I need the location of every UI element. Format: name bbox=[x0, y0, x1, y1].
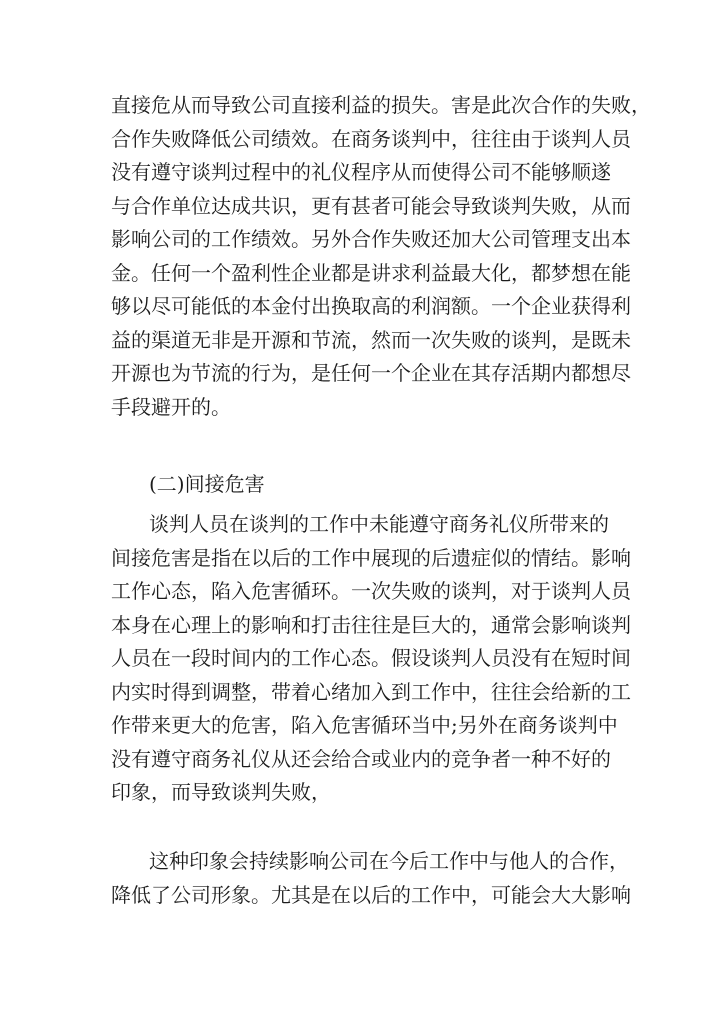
text-line: 直接危从而导致公司直接利益的损失。害是此次合作的失败， bbox=[111, 93, 651, 117]
text-line: 谈判人员在谈判的工作中未能遵守商务礼仪所带来的 bbox=[149, 512, 609, 536]
text-line: 没有遵守商务礼仪从还会给合或业内的竞争者一种不好的 bbox=[111, 746, 611, 771]
text-line: 内实时得到调整，带着心绪加入到工作中，往往会给新的工 bbox=[111, 679, 631, 704]
text-line: 与合作单位达成共识，更有甚者可能会导致谈判失败，从而 bbox=[111, 193, 631, 218]
paragraph-impression bbox=[111, 845, 631, 912]
text-line: 手段避开的。 bbox=[111, 394, 231, 419]
section-heading: (二)间接危害 bbox=[149, 472, 265, 496]
text-line: 人员在一段时间内的工作心态。假设谈判人员没有在短时间 bbox=[111, 646, 631, 670]
text-line: 本身在心理上的影响和打击往往是巨大的，通常会影响谈判 bbox=[111, 612, 631, 637]
text-line: 没有遵守谈判过程中的礼仪程序从而使得公司不能够顺遂 bbox=[111, 160, 611, 184]
text-line: 影响公司的工作绩效。另外合作失败还加大公司管理支出本 bbox=[111, 227, 631, 251]
text-line: 这种印象会持续影响公司在今后工作中与他人的合作， bbox=[149, 849, 629, 873]
text-line: 益的渠道无非是开源和节流，然而一次失败的谈判，是既未 bbox=[111, 327, 631, 352]
paragraph-indirect-harm bbox=[111, 508, 631, 810]
paragraph-direct-harm bbox=[111, 89, 651, 424]
text-line: 印象，而导致谈判失败， bbox=[111, 780, 331, 804]
text-line: 间接危害是指在以后的工作中展现的后遗症似的情结。影响 bbox=[111, 545, 631, 570]
section-heading-indirect-harm bbox=[111, 468, 613, 502]
text-line: 工作心态，陷入危害循环。一次失败的谈判，对于谈判人员 bbox=[111, 579, 631, 603]
text-line: 够以尽可能低的本金付出换取高的利润额。一个企业获得利 bbox=[111, 294, 631, 318]
text-line: 金。任何一个盈利性企业都是讲求利益最大化，都梦想在能 bbox=[111, 260, 631, 285]
text-line: 合作失败降低公司绩效。在商务谈判中，往往由于谈判人员 bbox=[111, 126, 631, 151]
text-line: 作带来更大的危害，陷入危害循环当中;另外在商务谈判中 bbox=[111, 713, 618, 737]
text-line: 降低了公司形象。尤其是在以后的工作中，可能会大大影响 bbox=[111, 882, 631, 907]
text-line: 开源也为节流的行为，是任何一个企业在其存活期内都想尽 bbox=[111, 361, 631, 385]
